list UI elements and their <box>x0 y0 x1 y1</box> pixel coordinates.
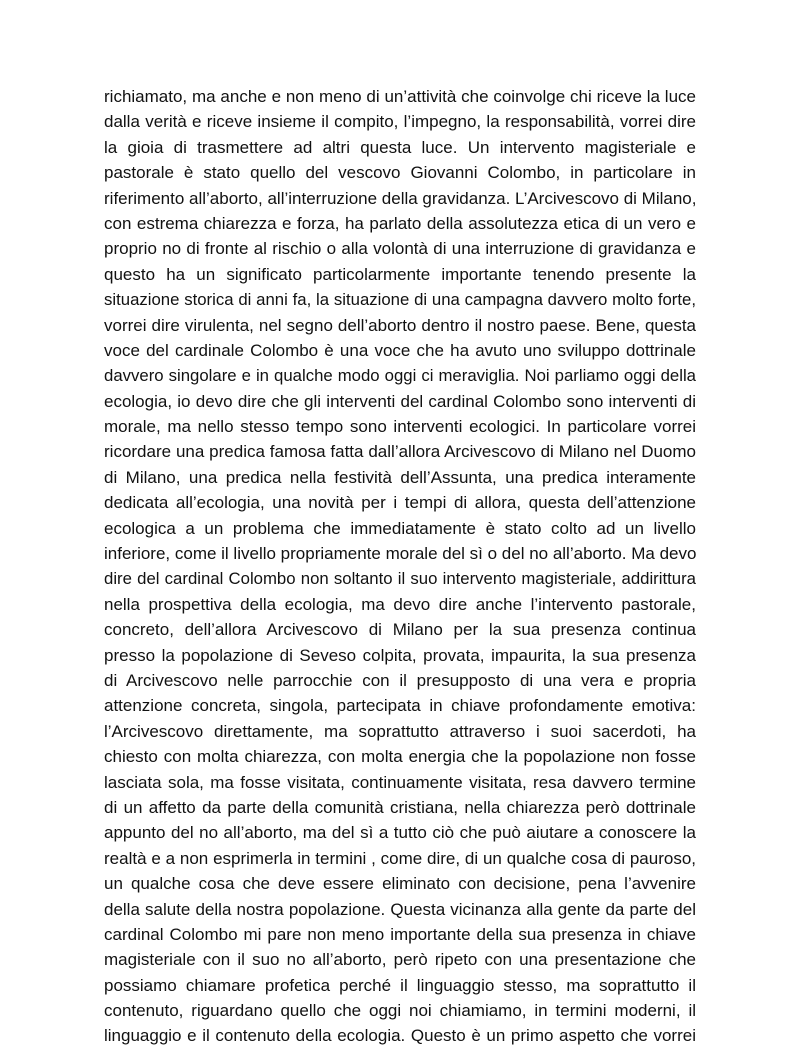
text-line: questo ha un significato particolarmente importante tenendo presente la <box>104 264 696 284</box>
text-line: possiamo chiamare profetica perché il linguaggio stesso, ma soprattutto il <box>104 975 696 995</box>
text-line: con estrema chiarezza e forza, ha parlato della assolutezza etica di un vero e <box>104 213 696 233</box>
text-line: cardinal Colombo mi pare non meno importante della sua presenza in chiave <box>104 924 696 944</box>
text-line: pastorale è stato quello del vescovo Giovanni Colombo, in particolare in <box>104 163 696 183</box>
body-text <box>104 84 696 1049</box>
text-line: un qualche cosa che deve essere eliminato con decisione, pena l’avvenire <box>104 874 696 894</box>
text-line: realtà e a non esprimerla in termini , come dire, di un qualche cosa di pauroso, <box>104 848 696 868</box>
text-line: davvero singolare e in qualche modo oggi ci meraviglia. Noi parliamo oggi della <box>104 366 696 386</box>
text-line: di un affetto da parte della comunità cristiana, nella chiarezza però dottrinale <box>104 797 696 817</box>
text-line: riferimento all’aborto, all’interruzione della gravidanza. L’Arcivescovo di Milano, <box>104 188 696 208</box>
text-line: di Milano, una predica nella festività dell’Assunta, una predica interamente <box>104 467 696 487</box>
text-line: richiamato, ma anche e non meno di un’attività che coinvolge chi riceve la luce <box>104 87 696 106</box>
text-line: di Arcivescovo nelle parrocchie con il presupposto di una vera e propria <box>104 670 696 690</box>
text-line: la gioia di trasmettere ad altri questa luce. Un intervento magisteriale e <box>104 137 696 157</box>
text-line: dire del cardinal Colombo non soltanto il suo intervento magisteriale, addirittura <box>104 569 696 589</box>
text-line: ricordare una predica famosa fatta dall’allora Arcivescovo di Milano nel Duomo <box>104 442 696 462</box>
text-line: concreto, dell’allora Arcivescovo di Milano per la sua presenza continua <box>104 620 696 640</box>
text-line: magisteriale con il suo no all’aborto, però ripeto con una presentazione che <box>104 950 696 970</box>
text-line: appunto del no all’aborto, ma del sì a tutto ciò che può aiutare a conoscere la <box>104 823 696 843</box>
text-line: ecologia, io devo dire che gli interventi del cardinal Colombo sono interventi di <box>104 391 696 411</box>
text-line: l’Arcivescovo direttamente, ma soprattutto attraverso i suoi sacerdoti, ha <box>104 721 696 741</box>
text-line: chiesto con molta chiarezza, con molta energia che la popolazione non fosse <box>104 747 696 767</box>
text-line: morale, ma nello stesso tempo sono interventi ecologici. In particolare vorrei <box>104 417 696 437</box>
text-line: della salute della nostra popolazione. Questa vicinanza alla gente da parte del <box>104 899 696 919</box>
text-line: dedicata all’ecologia, una novità per i tempi di allora, questa dell’attenzione <box>104 493 696 513</box>
text-line: linguaggio e il contenuto della ecologia. Questo è un primo aspetto che vorrei <box>104 1026 696 1046</box>
text-line: attenzione concreta, singola, partecipata in chiave profondamente emotiva: <box>104 696 696 716</box>
text-line: ecologica a un problema che immediatamente è stato colto ad un livello <box>104 518 696 538</box>
text-line: voce del cardinale Colombo è una voce che ha avuto uno sviluppo dottrinale <box>104 340 696 360</box>
text-line: vorrei dire virulenta, nel segno dell’aborto dentro il nostro paese. Bene, questa <box>104 315 696 335</box>
text-line: contenuto, riguardano quello che oggi noi chiamiamo, in termini moderni, il <box>104 1001 696 1021</box>
text-line: situazione storica di anni fa, la situazione di una campagna davvero molto forte, <box>104 290 696 310</box>
text-line: nella prospettiva della ecologia, ma devo dire anche l’intervento pastorale, <box>104 594 696 614</box>
text-line: proprio no di fronte al rischio o alla volontà di una interruzione di gravidanza e <box>104 239 696 259</box>
text-line: inferiore, come il livello propriamente morale del sì o del no all’aborto. Ma devo <box>104 544 696 564</box>
text-line: presso la popolazione di Seveso colpita, provata, impaurita, la sua presenza <box>104 645 696 665</box>
text-line: dalla verità e riceve insieme il compito, l’impegno, la responsabilità, vorrei dire <box>104 112 696 132</box>
text-line: lasciata sola, ma fosse visitata, continuamente visitata, resa davvero termine <box>104 772 696 792</box>
